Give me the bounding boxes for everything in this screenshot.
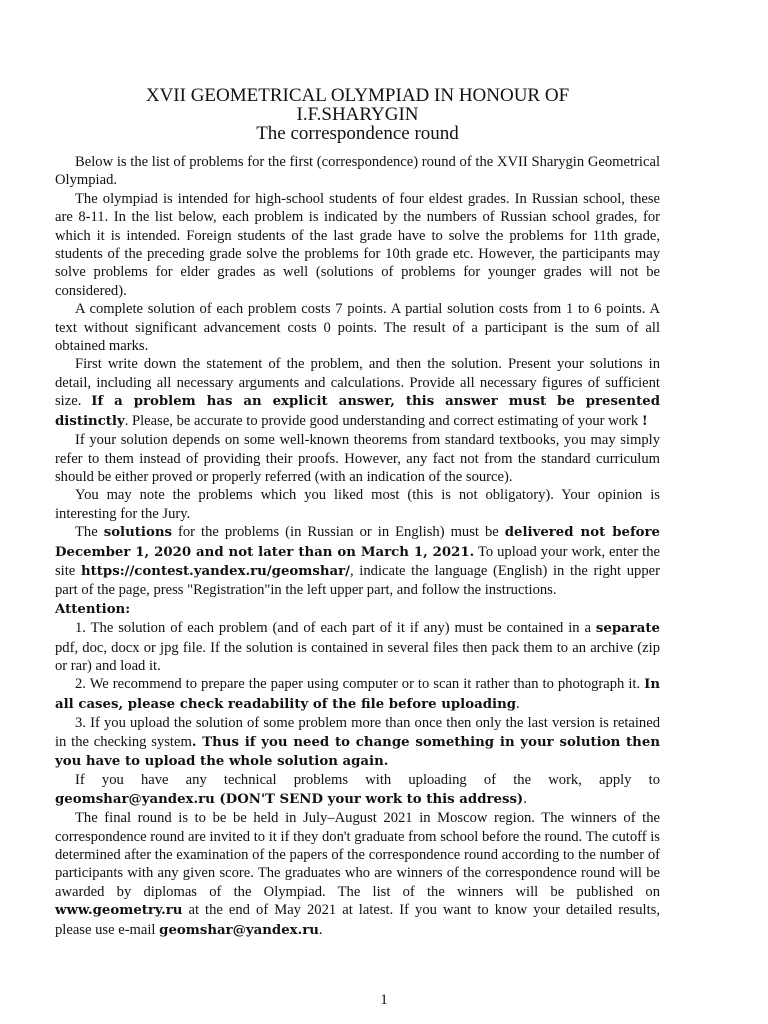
upload-url[interactable]: https://contest.yandex.ru/geomshar/ (80, 563, 350, 579)
bold-run: ! (641, 413, 648, 429)
text-run: at the end of May 2021 at latest. If you want to know your detailed results, please use e-mail (55, 902, 660, 938)
text-run: . (318, 921, 323, 938)
results-email[interactable]: geomshar@yandex.ru (159, 922, 319, 938)
text-run: If you have any technical problems with uploading of the work, apply to (75, 772, 660, 789)
attention-heading (55, 600, 660, 619)
bold-run: . Thus if you need to change something in your solution then you have to upload the whole solution again. (55, 734, 660, 769)
page-title (55, 86, 660, 143)
text-run: 3. If you upload the solution of some problem more than once then only the last version is retained in the checking system (55, 715, 660, 750)
paragraph-scoring: A complete solution of each problem costs 7 points. A partial solution costs from 1 to 6 points. A text without significant advancement costs 0 points. The result of a participant is the sum of all obtained marks. (55, 301, 660, 355)
title-line-3: The correspondence round (256, 123, 459, 144)
paragraph-submission (55, 523, 660, 600)
text-run: The (75, 524, 104, 541)
text-run: . Please, be accurate to provide good understanding and correct estimating of your work (124, 412, 642, 429)
paragraph-opinion: You may note the problems which you liked most (this is not obligatory). Your opinion is interesting for the Jury. (55, 487, 660, 522)
text-run: for the problems (in Russian or in English) must be (172, 524, 505, 541)
paragraph-references: If your solution depends on some well-known theorems from standard textbooks, you may simply refer to them instead of providing their proofs. However, any fact not from the standard curriculum should be either proved or properly referred (with an indication of the source). (55, 432, 660, 485)
deadline-text: delivered not before December 1, 2020 and not later than on March 1, 2021. (55, 525, 660, 560)
paragraph-final-round (55, 809, 660, 940)
paragraph-intro: Below is the list of problems for the first (correspondence) round of the XVII Sharygin Geometrical Olympiad. (55, 154, 660, 189)
attention-label: Attention: (55, 601, 131, 617)
text-run: First write down the statement of the problem, and then the solution. Present your solutions in detail, including all necessary arguments and calculations. Provide all necessary figures of sufficient size. (55, 356, 660, 410)
text-run: 2. We recommend to prepare the paper using computer or to scan it rather than to photograph it. (75, 676, 645, 693)
page-number: 1 (380, 992, 388, 1008)
text-run: To upload your work, enter the site (55, 543, 660, 579)
paragraph-eligibility: The olympiad is intended for high-school students of four eldest grades. In Russian school, these are 8-11. In the list below, each problem is indicated by the numbers of Russian school grades, for which it is intended. Foreign students of the last grade have to solve the problems for 11th grade, students of the preceding grade solve the problems for 10th grade etc. However, the participants may solve problems for elder grades as well (solutions of problems for younger grades will not be considered). (55, 190, 660, 299)
rule-item-1 (55, 619, 660, 675)
text-run: The final round is to be be held in July–August 2021 in Moscow region. The winners of the correspondence round are invited to it if they don't graduate from school before the round. The cutoff is determined after the examination of the papers of the correspondence round according to the number of participants with any given score. The graduates who are winners of the correspondence round will be awarded by diplomas of the Olympiad. The list of the winners will be published on (55, 810, 660, 900)
text-run: . (523, 790, 527, 807)
bold-run: solutions (103, 525, 172, 541)
paragraph-presentation (55, 355, 660, 431)
bold-run: separate (595, 621, 660, 637)
text-run: . (516, 695, 520, 712)
text-run: 1. The solution of each problem (and of each part of it if any) must be contained in a (75, 620, 596, 637)
paragraph-tech-support (55, 771, 660, 809)
website-link[interactable]: www.geometry.ru (55, 903, 183, 919)
text-run: , indicate the language (English) in the right upper part of the page, press "Registration"in the left upper part, and follow the instructions. (55, 562, 660, 599)
rule-item-3 (55, 714, 660, 771)
support-email[interactable]: geomshar@yandex.ru (DON'T SEND your work to this address) (55, 791, 524, 807)
title-line-1: XVII GEOMETRICAL OLYMPIAD IN HONOUR OF (145, 85, 570, 106)
document-page (55, 86, 660, 940)
bold-run: If a problem has an explicit answer, this answer must be presented distinctly (55, 394, 660, 429)
bold-run: In all cases, please check readability of the file before uploading (55, 677, 660, 712)
text-run: pdf, doc, docx or jpg file. If the solution is contained in several files then pack them to an archive (zip or rar) and load it. (55, 639, 660, 674)
document-body (55, 153, 660, 940)
title-line-2: I.F.SHARYGIN (296, 104, 419, 125)
rule-item-2 (55, 675, 660, 714)
